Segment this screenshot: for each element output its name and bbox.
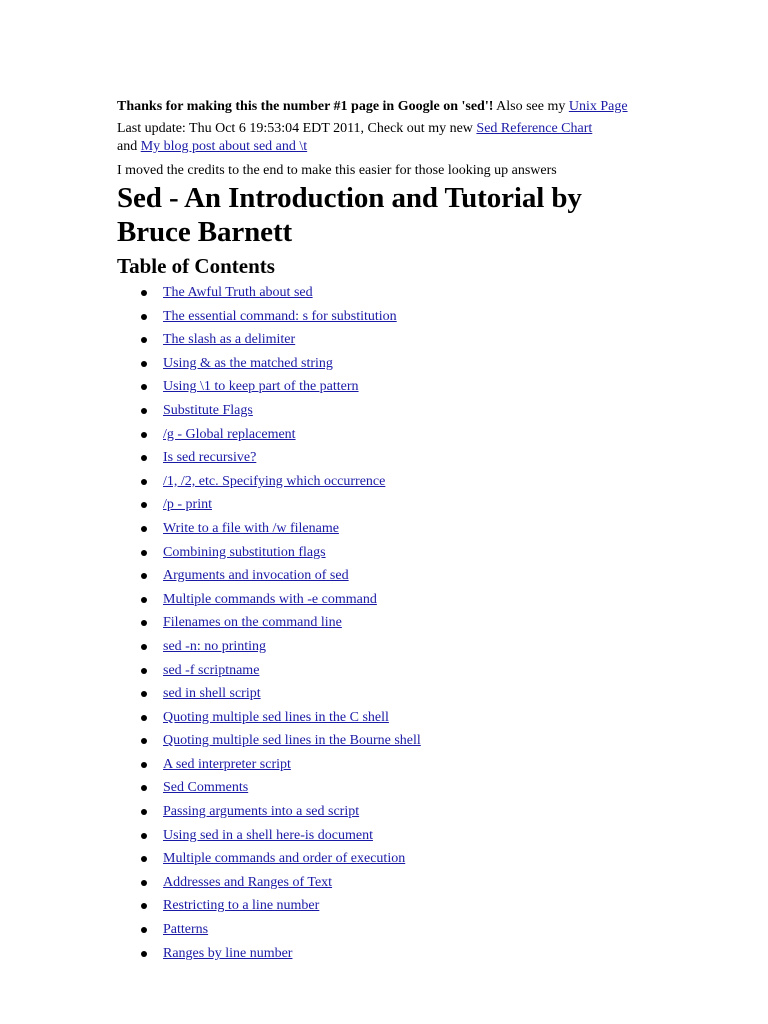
bullet-icon [141, 573, 147, 579]
toc-item [117, 281, 662, 305]
toc-link[interactable]: Restricting to a line number [163, 898, 320, 914]
toc-link[interactable]: Substitute Flags [163, 402, 253, 418]
bullet-icon [141, 880, 147, 886]
bullet-icon [141, 361, 147, 367]
bullet-icon [141, 502, 147, 508]
toc-link[interactable]: Using sed in a shell here-is document [163, 827, 373, 843]
bullet-icon [141, 903, 147, 909]
toc-item [117, 423, 662, 447]
toc-list [117, 281, 662, 965]
credits-note: I moved the credits to the end to make this easier for those looking up answers [117, 163, 557, 178]
bullet-icon [141, 384, 147, 390]
toc-item [117, 847, 662, 871]
toc-item [117, 611, 662, 635]
toc-item [117, 800, 662, 824]
toc-link[interactable]: Using \1 to keep part of the pattern [163, 379, 359, 395]
bullet-icon [141, 479, 147, 485]
toc-link[interactable]: /g - Global replacement [163, 426, 296, 442]
toc-link[interactable]: sed -n: no printing [163, 638, 267, 654]
bullet-icon [141, 620, 147, 626]
document-body [117, 98, 662, 965]
toc-item [117, 776, 662, 800]
bullet-icon [141, 809, 147, 815]
bullet-icon [141, 408, 147, 414]
bullet-icon [141, 951, 147, 957]
bullet-icon [141, 927, 147, 933]
intro-also-text: Also see my [493, 99, 569, 114]
intro-bold-text: Thanks for making this the number #1 page in Google on 'sed'! [117, 99, 494, 114]
bullet-icon [141, 290, 147, 296]
toc-item [117, 894, 662, 918]
bullet-icon [141, 597, 147, 603]
bullet-icon [141, 691, 147, 697]
toc-item [117, 352, 662, 376]
update-text: Last update: Thu Oct 6 19:53:04 EDT 2011, Check out my new [117, 121, 477, 136]
sed-reference-chart-link[interactable]: Sed Reference Chart [476, 121, 593, 136]
toc-link[interactable]: Sed Comments [163, 780, 249, 796]
toc-heading: Table of Contents [117, 254, 275, 278]
toc-link[interactable]: Patterns [163, 922, 209, 938]
bullet-icon [141, 762, 147, 768]
bullet-icon [141, 833, 147, 839]
toc-link[interactable]: /p - print [163, 497, 212, 513]
toc-link[interactable]: Is sed recursive? [163, 450, 257, 466]
bullet-icon [141, 715, 147, 721]
toc-item [117, 659, 662, 683]
toc-link[interactable]: Multiple commands and order of execution [163, 851, 406, 867]
bullet-icon [141, 455, 147, 461]
toc-link[interactable]: The essential command: s for substitution [163, 308, 397, 324]
unix-page-link[interactable]: Unix Page [568, 99, 628, 114]
toc-item [117, 753, 662, 777]
toc-link[interactable]: Filenames on the command line [163, 615, 342, 631]
toc-link[interactable]: Passing arguments into a sed script [163, 804, 360, 820]
toc-item [117, 375, 662, 399]
toc-item [117, 871, 662, 895]
toc-item [117, 564, 662, 588]
bullet-icon [141, 644, 147, 650]
toc-link[interactable]: Write to a file with /w filename [163, 520, 339, 536]
toc-link[interactable]: Using & as the matched string [163, 355, 333, 371]
toc-link[interactable]: Quoting multiple sed lines in the Bourne shell [163, 733, 421, 749]
toc-link[interactable]: Multiple commands with -e command [163, 591, 377, 607]
bullet-icon [141, 856, 147, 862]
toc-item [117, 824, 662, 848]
toc-link[interactable]: A sed interpreter script [163, 756, 291, 772]
toc-item [117, 517, 662, 541]
toc-item [117, 918, 662, 942]
toc-item [117, 942, 662, 966]
toc-link[interactable]: Addresses and Ranges of Text [163, 874, 333, 890]
toc-link[interactable]: sed -f scriptname [163, 662, 260, 678]
toc-item [117, 328, 662, 352]
bullet-icon [141, 526, 147, 532]
toc-item [117, 493, 662, 517]
blog-post-link[interactable]: My blog post about sed and \t [140, 139, 308, 154]
toc-link[interactable]: The slash as a delimiter [163, 332, 296, 348]
bullet-icon [141, 432, 147, 438]
toc-item [117, 635, 662, 659]
page-title: Sed - An Introduction and Tutorial by Bruce Barnett [117, 182, 582, 248]
update-and-text: and [117, 139, 141, 154]
toc-link[interactable]: Combining substitution flags [163, 544, 326, 560]
toc-link[interactable]: sed in shell script [163, 686, 261, 702]
bullet-icon [141, 314, 147, 320]
toc-item [117, 446, 662, 470]
toc-item [117, 729, 662, 753]
update-paragraph [117, 120, 662, 156]
toc-link[interactable]: Quoting multiple sed lines in the C shell [163, 709, 389, 725]
bullet-icon [141, 337, 147, 343]
intro-paragraph [117, 98, 662, 116]
bullet-icon [141, 550, 147, 556]
bullet-icon [141, 668, 147, 674]
toc-item [117, 706, 662, 730]
bullet-icon [141, 738, 147, 744]
toc-item [117, 588, 662, 612]
toc-link[interactable]: Ranges by line number [163, 945, 293, 961]
toc-link[interactable]: The Awful Truth about sed [163, 285, 313, 300]
toc-item [117, 682, 662, 706]
toc-link[interactable]: /1, /2, etc. Specifying which occurrence [163, 473, 386, 489]
toc-item [117, 305, 662, 329]
toc-item [117, 541, 662, 565]
bullet-icon [141, 785, 147, 791]
toc-item [117, 470, 662, 494]
toc-link[interactable]: Arguments and invocation of sed [163, 568, 349, 584]
toc-item [117, 399, 662, 423]
